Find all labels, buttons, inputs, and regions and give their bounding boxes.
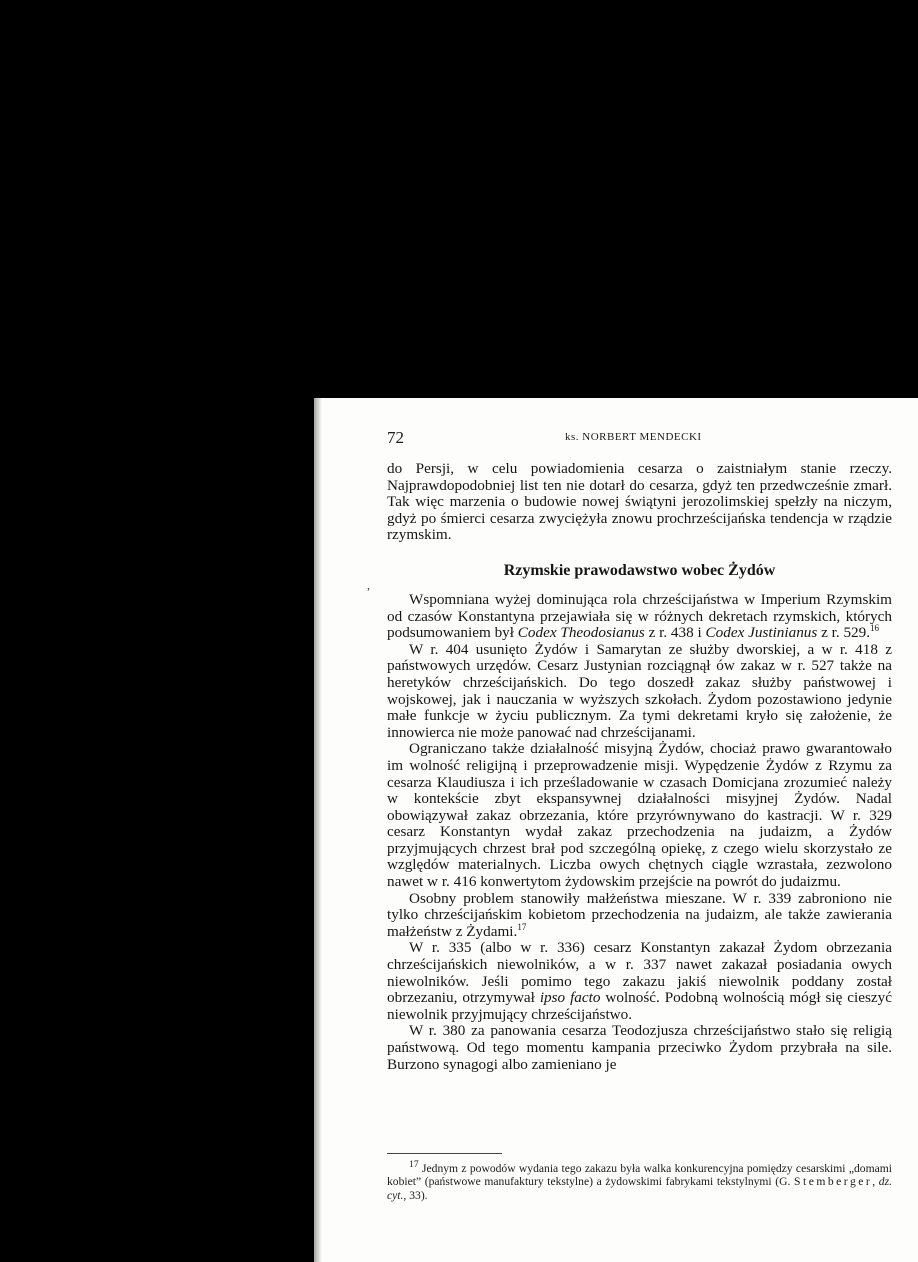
section-title: Rzymskie prawodawstwo wobec Żydów (503, 561, 776, 579)
footnote-ref-17: 17 (517, 921, 527, 932)
book-page (314, 398, 918, 1262)
paragraph-6: W r. 380 za panowania cesarza Teodozjusza chrześcijaństwo stało się religią państwową. Od tego momentu kampania przeciwko Żydom przybrała na sile. Burzono synagogi albo zamieniano je (387, 1022, 892, 1073)
paragraph-3: Ograniczano także działalność misyjną Żydów, chociaż prawo gwarantowało im wolność religijną i przeprowadzenie misji. Wypędzenie Żydów z Rzymu za cesarza Klaudiusza i ich prześladowanie w czasach Domicjana zrozumieć należy w kontekście zbyt ekspansywnej działalności misyjnej Żydów. Nadal obowiązywał zakaz obrzezania, które przyrównywano do kastracji. W r. 329 cesarz Konstantyn wydał zakaz przechodzenia na judaizm, a Żydów przyjmujących chrzest brał pod szczególną opiekę, z czego wielu skorzystało ze względów materialnych. Liczba owych chętnych ciągle wzrastała, zezwolono nawet w r. 416 konwertytom żydowskim przejście na powrót do judaizmu. (387, 740, 892, 891)
footnote-author: Stemberger (794, 1175, 873, 1189)
paragraph-2: W r. 404 usunięto Żydów i Samarytan ze służby dworskiej, a w r. 418 z państwowych urzędów. Cesarz Justynian rozciągnął ów zakaz w r. 527 także na heretyków chrześcijańskich. Do tego doszedł zakaz służby państwowej i wojskowej, jak i nauczania w wyższych szkołach. Żydom pozostawiono jedynie małe funkcje w życiu publicznym. Za tymi dekretami kryło się założenie, że innowierca nie może panować nad chrześcijanami. (387, 640, 892, 741)
footnote-ref-16: 16 (870, 623, 880, 634)
body-text (387, 461, 892, 1073)
footnote-17: $^{17}$ Jednym z powodów wydania tego zakazu była walka konkurencyjna pomiędzy cesarskimi „domami kobiet” (państwowe manufaktury tekstylne) a żydowskimi fabrykami tekstylnymi (G. Stemberger, dz. cyt., 33). (387, 1159, 893, 1202)
footnote-divider (387, 1153, 502, 1154)
paragraph-4: Osobny problem stanowiły małżeństwa mieszane. W r. 339 zabroniono nie tylko chrześcijańskim kobietom przechodzenia na judaizm, ale także zawierania małżeństw z Żydami.$^{17}$ (387, 889, 892, 940)
margin-mark: , (367, 578, 370, 592)
paragraph-5: W r. 335 (albo w r. 336) cesarz Konstantyn zakazał Żydom obrzezania chrześcijańskich niewolników, a w r. 337 nawet zakazał posiadania owych niewolników. Jeśli pomimo tego zakazu jakiś niewolnik poddany został obrzezaniu, otrzymywał ipso facto wolność. Podobną wolnością mógł się cieszyć niewolnik przyjmujący chrześcijaństwo. (387, 939, 892, 1023)
paragraph-1: Wspomniana wyżej dominująca rola chrześcijaństwa w Imperium Rzymskim od czasów Konstantyna przejawiała się w różnych dekretach rzymskich, których podsumowaniem był Codex Theodosianus z r. 438 i Codex Justinianus z r. 529.16 (387, 590, 892, 642)
running-head: ks. NORBERT MENDECKI (565, 431, 702, 443)
intro-paragraph: do Persji, w celu powiadomienia cesarza o zaistniałym stanie rzeczy. Najprawdopodobniej list ten nie dotarł do cesarza, gdyż ten przedwcześnie zmarł. Tak więc marzenia o budowie nowej świątyni jerozolimskiej spełzły na niczym, gdyż po śmierci cesarza zwyciężyła znowu prochrześcijańska tendencja w rządzie rzymskim. (387, 460, 892, 544)
page-number: 72 (387, 428, 404, 447)
page-header (387, 428, 897, 448)
